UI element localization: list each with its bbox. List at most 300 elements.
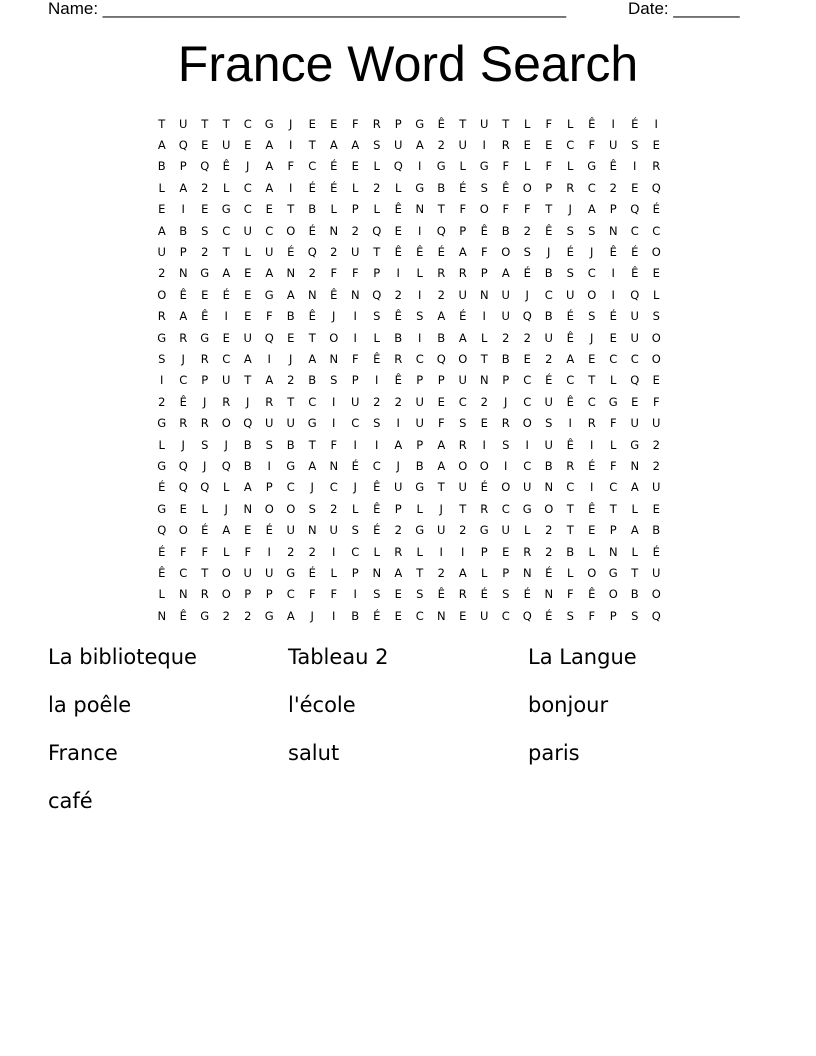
grid-letter: I xyxy=(353,309,357,324)
grid-letter: S xyxy=(351,523,359,538)
grid-letter: T xyxy=(222,245,230,260)
grid-letter: N xyxy=(522,565,532,580)
grid-letter: É xyxy=(523,587,531,602)
grid-letter: I xyxy=(375,437,379,452)
grid-letter: J xyxy=(353,480,357,495)
grid-letter: C xyxy=(286,587,295,602)
grid-letter: F xyxy=(351,116,359,131)
grid-letter: I xyxy=(224,309,228,324)
grid-letter: C xyxy=(630,223,639,238)
grid-letter: O xyxy=(651,330,661,345)
grid-letter: R xyxy=(394,544,403,559)
grid-letter: 2 xyxy=(394,523,402,538)
grid-letter: F xyxy=(652,394,660,409)
grid-letter: U xyxy=(222,138,231,153)
word-list-item: la poêle xyxy=(48,693,132,717)
grid-letter: O xyxy=(501,480,511,495)
grid-letter: J xyxy=(332,309,336,324)
grid-letter: F xyxy=(351,351,359,366)
grid-letter: S xyxy=(308,501,316,516)
grid-letter: N xyxy=(350,287,360,302)
grid-letter: Ê xyxy=(222,159,230,174)
grid-letter: U xyxy=(394,138,403,153)
grid-letter: T xyxy=(373,245,381,260)
grid-letter: I xyxy=(611,287,615,302)
grid-letter: U xyxy=(415,394,424,409)
grid-letter: J xyxy=(504,394,508,409)
grid-letter: É xyxy=(480,480,488,495)
grid-letter: G xyxy=(608,565,618,580)
grid-letter: I xyxy=(267,458,271,473)
grid-letter: C xyxy=(308,159,317,174)
grid-letter: É xyxy=(609,309,617,324)
grid-letter: Q xyxy=(522,608,532,623)
grid-letter: P xyxy=(502,373,510,388)
grid-letter: E xyxy=(609,330,617,345)
grid-letter: T xyxy=(222,116,230,131)
grid-letter: Q xyxy=(157,523,167,538)
grid-letter: L xyxy=(631,501,638,516)
grid-letter: S xyxy=(373,309,381,324)
grid-letter: F xyxy=(545,116,553,131)
grid-row xyxy=(151,391,667,412)
grid-letter: E xyxy=(588,351,596,366)
grid-letter: F xyxy=(545,159,553,174)
grid-letter: U xyxy=(523,480,532,495)
grid-letter: L xyxy=(352,501,359,516)
grid-letter: É xyxy=(201,523,209,538)
grid-letter: B xyxy=(394,330,403,345)
grid-letter: 2 xyxy=(308,544,316,559)
grid-letter: A xyxy=(394,565,403,580)
grid-letter: U xyxy=(544,330,553,345)
grid-letter: Ê xyxy=(609,245,617,260)
grid-letter: U xyxy=(544,437,553,452)
grid-letter: O xyxy=(458,458,468,473)
grid-letter: A xyxy=(630,523,639,538)
grid-letter: 2 xyxy=(244,608,252,623)
grid-letter: I xyxy=(396,266,400,281)
grid-letter: L xyxy=(373,159,380,174)
grid-letter: Ê xyxy=(308,309,316,324)
grid-letter: J xyxy=(525,287,529,302)
grid-letter: 2 xyxy=(201,245,209,260)
grid-letter: U xyxy=(630,309,639,324)
grid-letter: S xyxy=(373,587,381,602)
grid-letter: 2 xyxy=(373,180,381,195)
grid-letter: A xyxy=(308,458,317,473)
grid-letter: I xyxy=(504,458,508,473)
grid-letter: N xyxy=(630,458,640,473)
grid-letter: T xyxy=(437,202,445,217)
grid-letter: E xyxy=(179,501,187,516)
word-list-item: Tableau 2 xyxy=(288,645,389,669)
grid-letter: E xyxy=(631,394,639,409)
grid-letter: P xyxy=(351,565,359,580)
grid-letter: P xyxy=(179,159,187,174)
grid-letter: N xyxy=(157,608,167,623)
grid-letter: R xyxy=(157,309,166,324)
grid-letter: I xyxy=(439,544,443,559)
grid-letter: O xyxy=(587,287,597,302)
grid-letter: Ê xyxy=(158,565,166,580)
grid-letter: O xyxy=(522,416,532,431)
grid-letter: A xyxy=(286,608,295,623)
grid-letter: N xyxy=(329,458,339,473)
grid-letter: Q xyxy=(630,202,640,217)
grid-letter: S xyxy=(566,223,574,238)
grid-letter: B xyxy=(243,437,252,452)
grid-letter: É xyxy=(158,544,166,559)
grid-letter: T xyxy=(201,116,209,131)
grid-letter: I xyxy=(590,480,594,495)
grid-letter: T xyxy=(545,202,553,217)
grid-letter: L xyxy=(524,523,531,538)
grid-letter: U xyxy=(179,116,188,131)
grid-letter: É xyxy=(351,458,359,473)
grid-letter: I xyxy=(418,287,422,302)
grid-letter: O xyxy=(157,287,167,302)
grid-letter: J xyxy=(590,245,594,260)
grid-letter: A xyxy=(243,351,252,366)
grid-letter: Q xyxy=(178,138,188,153)
grid-letter: E xyxy=(394,587,402,602)
grid-letter: A xyxy=(351,138,360,153)
grid-letter: U xyxy=(394,480,403,495)
grid-letter: E xyxy=(244,138,252,153)
grid-letter: F xyxy=(437,416,445,431)
grid-letter: U xyxy=(566,287,575,302)
grid-row xyxy=(151,498,667,519)
grid-letter: É xyxy=(373,608,381,623)
grid-letter: É xyxy=(631,116,639,131)
grid-letter: C xyxy=(243,180,252,195)
grid-letter: I xyxy=(353,587,357,602)
grid-letter: Q xyxy=(178,480,188,495)
grid-letter: T xyxy=(631,565,639,580)
grid-letter: R xyxy=(458,587,467,602)
grid-letter: G xyxy=(200,266,210,281)
grid-letter: Q xyxy=(221,458,231,473)
grid-letter: R xyxy=(372,116,381,131)
grid-letter: É xyxy=(459,309,467,324)
grid-letter: P xyxy=(265,587,273,602)
grid-letter: R xyxy=(179,330,188,345)
grid-letter: B xyxy=(501,223,510,238)
grid-letter: U xyxy=(243,330,252,345)
grid-letter: O xyxy=(651,587,661,602)
grid-letter: P xyxy=(437,373,445,388)
grid-letter: E xyxy=(308,116,316,131)
grid-letter: J xyxy=(590,330,594,345)
grid-letter: F xyxy=(330,587,338,602)
grid-letter: L xyxy=(416,501,423,516)
grid-letter: U xyxy=(652,565,661,580)
grid-letter: E xyxy=(201,138,209,153)
word-list-item: La biblioteque xyxy=(48,645,197,669)
grid-letter: G xyxy=(221,202,231,217)
grid-letter: S xyxy=(588,223,596,238)
grid-letter: P xyxy=(416,437,424,452)
grid-letter: O xyxy=(221,565,231,580)
grid-letter: R xyxy=(566,180,575,195)
grid-letter: O xyxy=(178,523,188,538)
grid-letter: Ê xyxy=(609,159,617,174)
grid-letter: 2 xyxy=(201,180,209,195)
grid-letter: É xyxy=(566,245,574,260)
grid-letter: T xyxy=(459,116,467,131)
grid-letter: S xyxy=(459,416,467,431)
grid-letter: A xyxy=(308,351,317,366)
grid-letter: Q xyxy=(372,223,382,238)
grid-letter: 2 xyxy=(308,266,316,281)
grid-letter: U xyxy=(265,416,274,431)
grid-letter: J xyxy=(224,437,228,452)
grid-letter: S xyxy=(480,180,488,195)
grid-letter: B xyxy=(630,587,639,602)
grid-letter: O xyxy=(651,351,661,366)
grid-letter: E xyxy=(394,608,402,623)
word-list xyxy=(48,642,768,834)
grid-letter: Q xyxy=(651,180,661,195)
grid-letter: O xyxy=(221,416,231,431)
grid-letter: L xyxy=(395,180,402,195)
grid-letter: G xyxy=(200,330,210,345)
grid-letter: É xyxy=(480,587,488,602)
grid-letter: C xyxy=(243,116,252,131)
grid-letter: E xyxy=(265,202,273,217)
grid-letter: B xyxy=(286,437,295,452)
grid-letter: N xyxy=(479,287,489,302)
grid-row xyxy=(151,584,667,605)
grid-letter: E xyxy=(244,287,252,302)
grid-letter: B xyxy=(437,330,446,345)
grid-letter: U xyxy=(652,416,661,431)
grid-letter: J xyxy=(547,245,551,260)
grid-letter: P xyxy=(480,266,488,281)
grid-letter: C xyxy=(587,180,596,195)
grid-letter: T xyxy=(480,351,488,366)
grid-letter: É xyxy=(308,180,316,195)
grid-letter: T xyxy=(308,330,316,345)
grid-letter: L xyxy=(481,565,488,580)
grid-letter: Ê xyxy=(588,587,596,602)
grid-letter: Ê xyxy=(566,394,574,409)
grid-letter: B xyxy=(308,202,317,217)
grid-letter: O xyxy=(458,351,468,366)
grid-letter: S xyxy=(416,587,424,602)
grid-letter: Q xyxy=(200,480,210,495)
grid-letter: E xyxy=(652,138,660,153)
word-list-item: France xyxy=(48,741,118,765)
grid-letter: 2 xyxy=(394,287,402,302)
grid-letter: B xyxy=(243,458,252,473)
word-list-item: salut xyxy=(288,741,340,765)
grid-letter: R xyxy=(200,351,209,366)
grid-letter: N xyxy=(479,373,489,388)
grid-letter: É xyxy=(158,480,166,495)
grid-letter: Ê xyxy=(566,437,574,452)
grid-letter: P xyxy=(480,544,488,559)
grid-letter: Q xyxy=(436,351,446,366)
grid-letter: Ê xyxy=(588,116,596,131)
grid-letter: E xyxy=(437,394,445,409)
grid-letter: T xyxy=(287,202,295,217)
grid-row xyxy=(151,113,667,134)
grid-letter: 2 xyxy=(158,266,166,281)
grid-letter: S xyxy=(416,309,424,324)
grid-row xyxy=(151,177,667,198)
grid-letter: L xyxy=(459,159,466,174)
grid-letter: N xyxy=(329,223,339,238)
grid-letter: L xyxy=(330,565,337,580)
grid-letter: G xyxy=(630,437,640,452)
grid-letter: A xyxy=(222,523,231,538)
grid-letter: U xyxy=(458,287,467,302)
grid-letter: Ê xyxy=(480,223,488,238)
grid-letter: E xyxy=(631,180,639,195)
grid-letter: I xyxy=(396,416,400,431)
grid-letter: B xyxy=(351,608,360,623)
grid-letter: B xyxy=(157,159,166,174)
grid-letter: R xyxy=(458,437,467,452)
grid-letter: F xyxy=(609,458,617,473)
grid-letter: J xyxy=(396,458,400,473)
grid-letter: G xyxy=(264,287,274,302)
grid-letter: F xyxy=(330,266,338,281)
grid-letter: U xyxy=(265,245,274,260)
grid-letter: A xyxy=(179,180,188,195)
grid-letter: S xyxy=(545,416,553,431)
grid-letter: B xyxy=(544,309,553,324)
grid-letter: É xyxy=(545,373,553,388)
grid-letter: B xyxy=(501,351,510,366)
grid-letter: N xyxy=(307,523,317,538)
grid-letter: R xyxy=(501,416,510,431)
grid-letter: C xyxy=(458,394,467,409)
grid-letter: E xyxy=(244,309,252,324)
grid-letter: E xyxy=(201,202,209,217)
grid-letter: E xyxy=(652,501,660,516)
grid-letter: A xyxy=(265,138,274,153)
grid-letter: Ê xyxy=(373,501,381,516)
grid-letter: J xyxy=(310,608,314,623)
grid-letter: P xyxy=(545,180,553,195)
grid-letter: I xyxy=(611,266,615,281)
grid-letter: L xyxy=(416,266,423,281)
grid-letter: S xyxy=(631,608,639,623)
grid-letter: S xyxy=(631,138,639,153)
grid-letter: A xyxy=(437,458,446,473)
grid-letter: I xyxy=(482,138,486,153)
grid-letter: F xyxy=(459,202,467,217)
grid-letter: A xyxy=(265,180,274,195)
grid-letter: A xyxy=(243,480,252,495)
grid-letter: B xyxy=(566,544,575,559)
grid-letter: L xyxy=(373,202,380,217)
grid-row xyxy=(151,562,667,583)
grid-letter: L xyxy=(201,501,208,516)
grid-letter: J xyxy=(289,351,293,366)
grid-letter: S xyxy=(566,608,574,623)
grid-letter: 2 xyxy=(545,351,553,366)
grid-letter: É xyxy=(545,608,553,623)
grid-letter: T xyxy=(502,116,510,131)
grid-letter: C xyxy=(523,373,532,388)
grid-letter: B xyxy=(308,373,317,388)
grid-letter: N xyxy=(243,501,253,516)
grid-letter: C xyxy=(243,202,252,217)
grid-letter: Q xyxy=(372,287,382,302)
grid-letter: A xyxy=(394,437,403,452)
grid-letter: A xyxy=(458,330,467,345)
grid-letter: N xyxy=(608,544,618,559)
grid-letter: S xyxy=(373,416,381,431)
grid-letter: U xyxy=(286,416,295,431)
grid-letter: Ê xyxy=(566,330,574,345)
grid-letter: E xyxy=(545,138,553,153)
grid-letter: L xyxy=(524,116,531,131)
grid-letter: U xyxy=(157,245,166,260)
grid-letter: Ê xyxy=(502,180,510,195)
grid-letter: C xyxy=(265,223,274,238)
grid-letter: C xyxy=(544,287,553,302)
grid-letter: 2 xyxy=(437,287,445,302)
grid-letter: S xyxy=(502,437,510,452)
grid-letter: O xyxy=(522,180,532,195)
grid-letter: É xyxy=(652,202,660,217)
grid-letter: R xyxy=(523,544,532,559)
grid-letter: G xyxy=(286,565,296,580)
grid-letter: C xyxy=(566,373,575,388)
grid-letter: C xyxy=(652,223,661,238)
grid-letter: Ê xyxy=(179,608,187,623)
grid-letter: T xyxy=(588,373,596,388)
grid-letter: L xyxy=(223,480,230,495)
grid-letter: É xyxy=(265,523,273,538)
grid-letter: N xyxy=(608,223,618,238)
grid-letter: R xyxy=(566,458,575,473)
grid-letter: R xyxy=(458,266,467,281)
grid-letter: N xyxy=(307,287,317,302)
grid-letter: 2 xyxy=(609,180,617,195)
grid-letter: E xyxy=(588,523,596,538)
grid-letter: É xyxy=(545,565,553,580)
grid-letter: 2 xyxy=(652,458,660,473)
grid-letter: É xyxy=(287,245,295,260)
grid-letter: F xyxy=(308,587,316,602)
grid-letter: 2 xyxy=(459,523,467,538)
grid-letter: C xyxy=(222,351,231,366)
grid-row xyxy=(151,306,667,327)
grid-letter: C xyxy=(501,608,510,623)
grid-letter: B xyxy=(286,309,295,324)
grid-letter: 2 xyxy=(437,565,445,580)
grid-letter: P xyxy=(416,373,424,388)
grid-letter: C xyxy=(415,608,424,623)
grid-letter: G xyxy=(415,116,425,131)
grid-letter: 2 xyxy=(502,330,510,345)
grid-letter: F xyxy=(502,159,510,174)
grid-letter: Ê xyxy=(330,287,338,302)
grid-letter: U xyxy=(458,138,467,153)
grid-letter: G xyxy=(157,416,167,431)
grid-letter: É xyxy=(566,309,574,324)
grid-letter: R xyxy=(265,394,274,409)
grid-letter: L xyxy=(330,202,337,217)
grid-letter: P xyxy=(609,523,617,538)
grid-letter: P xyxy=(265,480,273,495)
